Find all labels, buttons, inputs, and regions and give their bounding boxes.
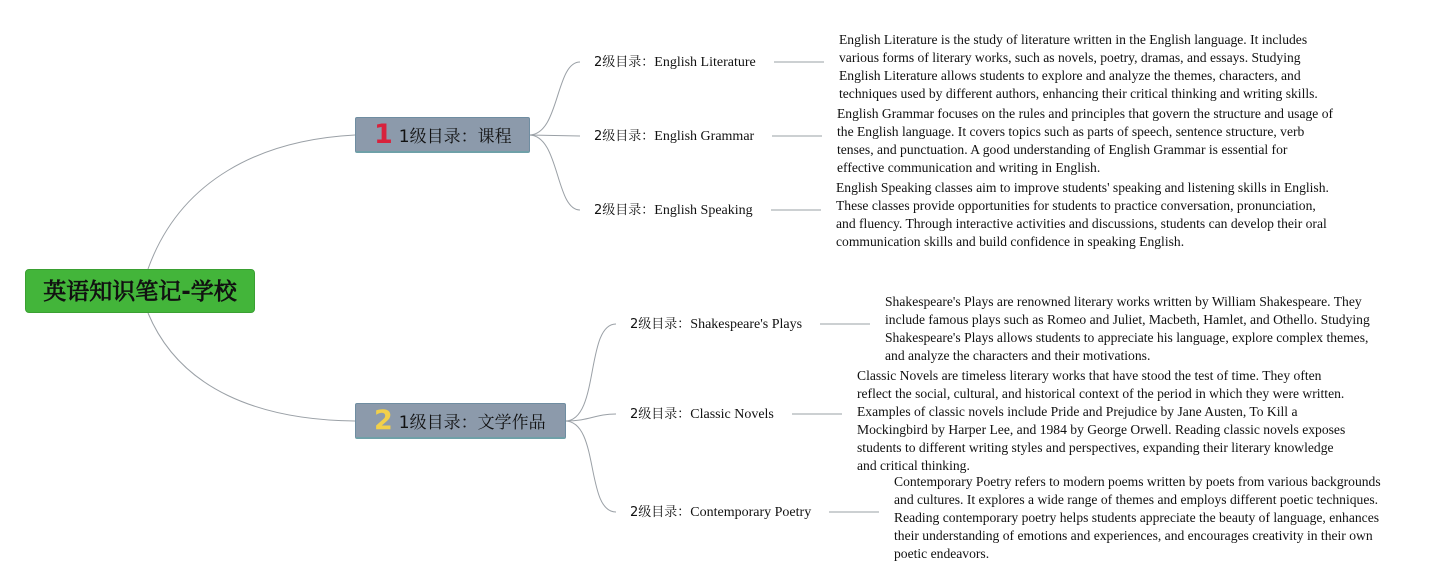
root-topic[interactable] <box>25 269 255 313</box>
connector-branch2-to-shakespeare <box>565 324 616 421</box>
description-contemporary-poetry: Contemporary Poetry refers to modern poems written by poets from various backgrounds and cultures. It explores a wide range of themes and employs different poetic techniques. Reading contemporary poetry helps students appreciate the beauty of language, enhances their understanding of emotions and experiences, and encourages creativity in their own poetic endeavors. <box>894 474 1381 561</box>
topic-name: Shakespeare's Plays <box>690 317 803 332</box>
topic-prefix: 2级目录： <box>630 505 691 520</box>
topic-name: Contemporary Poetry <box>690 505 812 520</box>
description-english-grammar: English Grammar focuses on the rules and principles that govern the structure and usage of the English language. It covers topics such as parts of speech, sentence structure, verb tenses, and punctuation. A good understanding of English Grammar is essential for effective communication and writing in English. <box>837 106 1334 175</box>
topic-prefix: 2级目录： <box>594 55 655 70</box>
topic-english-grammar[interactable] <box>594 128 754 146</box>
branch-label: 1级目录：文学作品 <box>398 413 546 433</box>
topic-prefix: 2级目录： <box>594 129 655 144</box>
connector-branch2-to-novels <box>565 414 616 421</box>
description-shakespeares-plays: Shakespeare's Plays are renowned literary works written by William Shakespeare. They include famous plays such as Romeo and Juliet, Macbeth, Hamlet, and Othello. Studying Shakespeare's Plays allows students to appreciate his language, explore complex themes, and analyze the characters and their motivations. <box>885 294 1370 363</box>
branch-literary-works[interactable] <box>355 403 566 439</box>
number-2-icon: 2 <box>374 405 393 436</box>
description-classic-novels: Classic Novels are timeless literary works that have stood the test of time. They often reflect the social, cultural, and historical context of the period in which they were written. Examples of classic novels include Pride and Prejudice by Jane Austen, To Kill a Mockingbird by Harper Lee, and 1984 by George Orwell. Reading classic novels exposes students to different writing styles and perspectives, expanding their literary knowledge and critical thinking. <box>857 368 1346 473</box>
connector-branch1-to-speaking <box>529 135 580 210</box>
branch-label: 1级目录：课程 <box>398 127 512 147</box>
topic-classic-novels[interactable] <box>630 406 774 424</box>
topic-name: Classic Novels <box>690 407 774 422</box>
number-1-icon: 1 <box>374 119 393 150</box>
connector-branch2-to-poetry <box>565 421 616 512</box>
connector-root-to-branch-2 <box>148 313 355 421</box>
root-topic-title: 英语知识笔记-学校 <box>43 279 237 305</box>
connector-branch1-to-literature <box>529 62 580 135</box>
description-english-speaking: English Speaking classes aim to improve students' speaking and listening skills in English. These classes provide opportunities for students to practice conversation, pronunciation, and fluency. Through interactive activities and discussions, students can develop their oral communication skills and build confidence in speaking English. <box>836 180 1329 249</box>
topic-prefix: 2级目录： <box>630 317 691 332</box>
connector-root-to-branch-1 <box>148 135 355 269</box>
topic-english-literature[interactable] <box>594 54 756 72</box>
connector-branch1-to-grammar <box>529 135 580 136</box>
topic-name: English Literature <box>654 55 756 70</box>
topic-name: English Grammar <box>654 129 755 144</box>
topic-shakespeares-plays[interactable] <box>630 316 802 334</box>
description-english-literature: English Literature is the study of literature written in the English language. It includes various forms of literary works, such as novels, poetry, dramas, and essays. Studying English Literature allows students to explore and analyze the themes, characters, and techniques used by different authors, enhancing their critical thinking and writing skills. <box>839 32 1318 101</box>
topic-prefix: 2级目录： <box>630 407 691 422</box>
topic-english-speaking[interactable] <box>594 202 753 220</box>
topic-prefix: 2级目录： <box>594 203 655 218</box>
branch-courses[interactable] <box>355 117 530 153</box>
topic-contemporary-poetry[interactable] <box>630 504 811 522</box>
topic-name: English Speaking <box>654 203 753 218</box>
